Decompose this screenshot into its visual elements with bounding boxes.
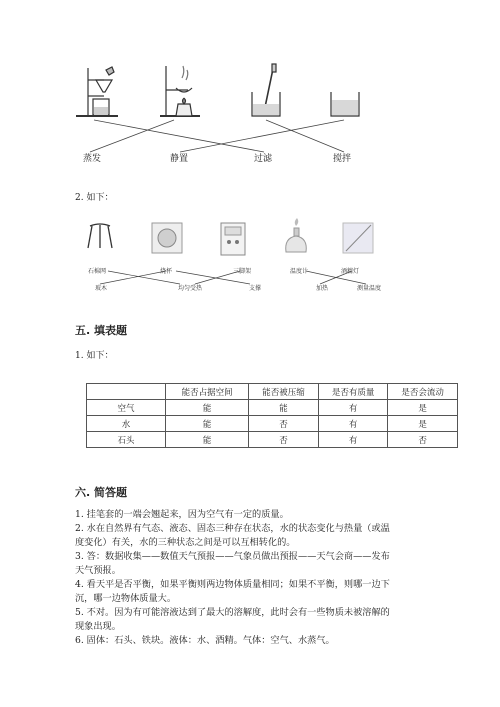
table-cell: 石头 (87, 432, 166, 448)
bottom-label-support: 支撑 (249, 285, 262, 292)
table-cell: 能 (166, 400, 249, 416)
top-label-thermometer: 温度计 (290, 268, 309, 275)
table-row (87, 400, 458, 416)
top-label-beaker: 烧杯 (160, 268, 173, 275)
apparatus-figure (0, 0, 500, 170)
label-stir: 搅拌 (333, 154, 352, 164)
table-row (87, 432, 458, 448)
answer-line: 度变化）有关，水的三种状态之间是可以互相转化的。 (75, 537, 296, 548)
bottom-label-heat: 加热 (316, 285, 329, 292)
table-row (87, 416, 458, 432)
wire-gauze-icon (152, 223, 182, 253)
table-cell: 空气 (87, 400, 166, 416)
label-filter: 过滤 (254, 154, 273, 164)
table-cell: 有 (318, 416, 388, 432)
table-cell: 水 (87, 416, 166, 432)
section2-intro: 2. 如下： (75, 193, 114, 203)
alcohol-lamp-icon (286, 218, 307, 252)
table-header-cell: 是否会流动 (388, 384, 458, 400)
evaporation-apparatus-icon (160, 66, 200, 116)
table-header-cell: 能否被压缩 (249, 384, 319, 400)
label-evaporate: 蒸发 (83, 154, 102, 164)
label-settle: 静置 (170, 154, 189, 164)
table-cell: 否 (249, 416, 319, 432)
filtration-apparatus-icon (76, 67, 118, 116)
properties-table (86, 383, 458, 448)
top-label-alcohol-lamp: 酒精灯 (341, 268, 360, 275)
answer-line: 5. 不对。因为有可能溶液达到了最大的溶解度，此时会有一些物质未被溶解的 (75, 607, 390, 618)
answer-line: 3. 答：数据收集——数值天气预报——气象员做出预报——天气会商——发布 (75, 551, 390, 562)
table-cell: 有 (318, 400, 388, 416)
stirring-apparatus-icon (252, 64, 280, 116)
bottom-label-1: 玻木 (95, 285, 108, 292)
table-cell: 能 (166, 432, 249, 448)
table-header-cell: 是否有质量 (318, 384, 388, 400)
answer-line: 1. 挂笔套的一端会翘起来，因为空气有一定的质量。 (75, 509, 289, 520)
answer-line: 4. 看天平是否平衡，如果平衡则两边物体质量相同；如果不平衡，则哪一边下 (75, 579, 390, 590)
table-cell: 是 (388, 416, 458, 432)
top-label-tripod: 三脚架 (233, 268, 252, 275)
section6-title: 六. 简答题 (75, 486, 128, 499)
table-cell: 能 (249, 400, 319, 416)
table-cell: 是 (388, 400, 458, 416)
thermometer-icon (343, 223, 373, 253)
beaker-icon (331, 92, 359, 116)
equipment-figure (0, 212, 500, 312)
heater-box-icon (221, 223, 245, 255)
answer-line: 现象出现。 (75, 621, 121, 632)
matching-lines (90, 120, 344, 152)
answer-line: 天气预报。 (75, 565, 121, 576)
answer-line: 6. 固体：石头、铁块。液体：水、酒精。气体：空气、水蒸气。 (75, 635, 335, 646)
top-label-wire-gauze: 石棉网 (88, 268, 107, 275)
table-cell: 有 (318, 432, 388, 448)
table-cell: 否 (388, 432, 458, 448)
section5-title: 五. 填表题 (75, 324, 128, 337)
answer-line: 沉，哪一边物体质量大。 (75, 593, 177, 604)
table-cell: 能 (166, 416, 249, 432)
answer-line: 2. 水在自然界有气态、液态、固态三种存在状态，水的状态变化与热量（或温 (75, 523, 390, 534)
answers-block (75, 508, 390, 648)
table-header-cell (87, 384, 166, 400)
bottom-label-measure-temp: 测量温度 (357, 285, 382, 292)
table-header-cell: 能否占据空间 (166, 384, 249, 400)
section5-intro: 1. 如下： (75, 351, 114, 361)
bottom-label-even-heating: 均匀受热 (178, 285, 203, 292)
tripod-icon (88, 224, 112, 248)
table-header-row (87, 384, 458, 400)
table-cell: 否 (249, 432, 319, 448)
